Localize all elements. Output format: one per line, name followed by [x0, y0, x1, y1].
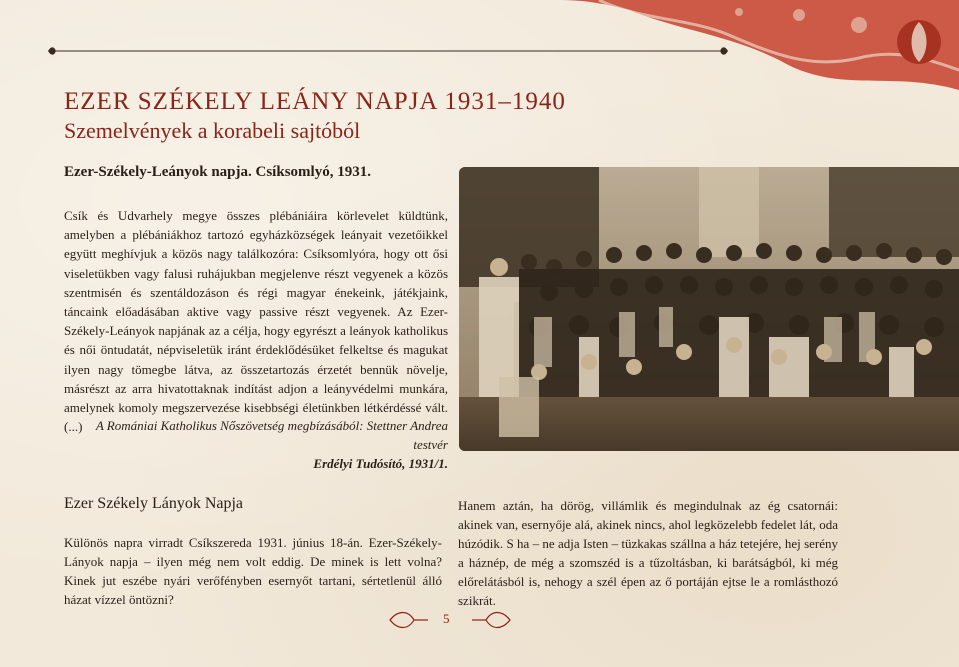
section-title: Ezer Székely Lányok Napja [64, 495, 244, 512]
top-divider [48, 46, 728, 56]
historical-group-photo [459, 167, 959, 451]
attribution-text: A Romániai Katholikus Nőszövetség megbízásából: Stettner Andrea testvér [95, 418, 448, 452]
section-left-column: Különös napra virradt Csíkszereda 1931. június 18-án. Ezer-Székely-Lányok napja – ilyen még nem volt eddig. De minek is lett volna? Kinek jut eszébe nyári verőfényben esernyőt tartani, sértetlenül álló házat vízzel öntözni? [64, 535, 442, 607]
folk-ornament-icon [559, 0, 959, 90]
article-heading: Ezer-Székely-Leányok napja. Csíksomlyó, 1931. [64, 164, 371, 180]
article-source: Erdélyi Tudósító, 1931/1. [313, 456, 448, 471]
footer-ornament-icon [388, 608, 512, 632]
section-right-column: Hanem aztán, ha dörög, villámlik és megindulnak az ég csatornái: akinek van, esernyője alá, akinek nincs, ahol legközelebb fedelet lát, oda húzódik. S ha – ne adja Isten – tüzkakas szállna a ház tetejére, hej serény a háznép, de még a szomszéd is a tűzoltásban, ki barátságból, ki még előrelátásból is, nehogy a szél épen az ő portáján ejtse le a romlásthozó szikrát. [458, 498, 838, 608]
page-subtitle: Szemelvények a korabeli sajtóból [64, 118, 361, 143]
article-attribution [64, 416, 448, 473]
page-number: 5 [443, 611, 450, 626]
page-title: EZER SZÉKELY LEÁNY NAPJA 1931–1940 [64, 88, 566, 115]
article-body: Csík és Udvarhely megye összes plébániáira körlevelet küldtünk, amelyben a plébániákhoz tartozó egyházközségek leányait vezetőikkel együtt meghívjuk a közös nagy találkozóra: Csíksomlyóra, hogy ott ősi viseletükben vagy falusi ruhájukban megjelenve részt vegyenek a közös szentmisén és szentáldozáson és régi magyar énekeink, játékjaink, táncaink előadásában aktive vagy passive részt vegyenek. Az Ezer-Székely-Leányok napjának az a célja, hogy egyrészt a leányok katholikus és női öntudatát, népviseletük iránt érdeklődésüket felkeltse és magukat ilyen nagy tömegbe látva, az összetartozás érzetét bennük növelje, másrészt az arra hivatottaknak indítást adjon a leányvédelmi munkára, amelynek komoly megszervezése kisebbségi életünkben létkérdéssé vált. (...) [64, 208, 448, 435]
